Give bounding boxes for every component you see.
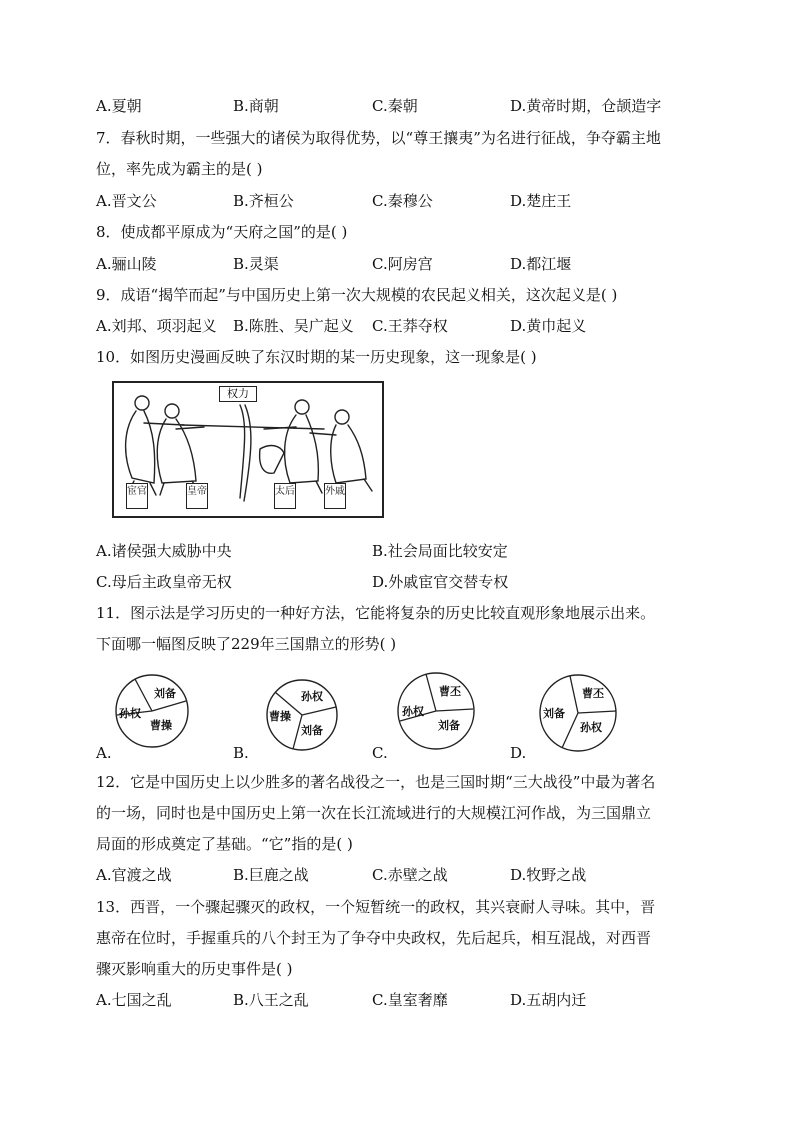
pie-b-label-1: 孙权 bbox=[301, 690, 323, 703]
power-sign: 权力 bbox=[219, 386, 257, 402]
pie-a-letter: A. bbox=[96, 744, 112, 762]
q7-option-c: C.秦穆公 bbox=[372, 192, 433, 210]
q8-option-c: C.阿房宫 bbox=[372, 255, 433, 273]
q12-option-c: C.赤壁之战 bbox=[372, 866, 448, 884]
q13-stem-line3: 骤灭影响重大的历史事件是( ) bbox=[96, 960, 293, 978]
q11-stem-line1: 11．图示法是学习历史的一种好方法，它能将复杂的历史比较直观形象地展示出来。 bbox=[96, 604, 656, 622]
tag-emperor: 皇帝 bbox=[186, 483, 208, 509]
q10-stem: 10．如图历史漫画反映了东汉时期的某一历史现象，这一现象是( ) bbox=[96, 348, 537, 366]
tag-consort-clan: 外戚 bbox=[324, 483, 346, 509]
q7-option-d: D.楚庄王 bbox=[510, 192, 572, 210]
q6-option-b: B.商朝 bbox=[233, 97, 279, 115]
pie-d-label-1: 曹丕 bbox=[582, 687, 604, 700]
pie-d-label-3: 孙权 bbox=[580, 721, 602, 734]
q10-option-b: B.社会局面比较安定 bbox=[372, 542, 508, 560]
pie-b-label-3: 刘备 bbox=[301, 724, 323, 737]
q10-option-d: D.外戚宦官交替专权 bbox=[372, 573, 509, 591]
q12-option-d: D.牧野之战 bbox=[510, 866, 587, 884]
q7-stem-line1: 7．春秋时期，一些强大的诸侯为取得优势，以“尊王攘夷”为名进行征战，争夺霸主地 bbox=[96, 129, 661, 147]
pie-c bbox=[396, 671, 476, 751]
q13-option-a: A.七国之乱 bbox=[96, 991, 172, 1009]
pie-c-label-2: 孙权 bbox=[402, 705, 424, 718]
tag-eunuch: 宦官 bbox=[126, 483, 148, 509]
pie-b-letter: B. bbox=[233, 744, 249, 762]
pie-c-label-3: 刘备 bbox=[438, 719, 460, 732]
pie-a-label-1: 刘备 bbox=[154, 687, 176, 700]
q9-stem: 9．成语“揭竿而起”与中国历史上第一次大规模的农民起义相关，这次起义是( ) bbox=[96, 286, 618, 304]
pie-a-label-2: 孙权 bbox=[119, 707, 141, 720]
q9-option-b: B.陈胜、吴广起义 bbox=[233, 317, 354, 335]
tag-empress-dowager: 太后 bbox=[274, 483, 296, 509]
q13-stem-line2: 惠帝在位时，手握重兵的八个封王为了争夺中央政权，先后起兵，相互混战，对西晋 bbox=[96, 929, 652, 947]
q7-option-b: B.齐桓公 bbox=[233, 192, 294, 210]
q12-stem-line1: 12．它是中国历史上以少胜多的著名战役之一，也是三国时期“三大战役”中最为著名 bbox=[96, 773, 656, 791]
q8-stem: 8．使成都平原成为“天府之国”的是( ) bbox=[96, 223, 348, 241]
pie-a bbox=[114, 673, 190, 749]
q6-option-c: C.秦朝 bbox=[372, 97, 418, 115]
q12-option-a: A.官渡之战 bbox=[96, 866, 172, 884]
pie-d-label-2: 刘备 bbox=[543, 707, 565, 720]
q11-stem-line2: 下面哪一幅图反映了229年三国鼎立的形势( ) bbox=[96, 635, 397, 653]
q6-option-a: A.夏朝 bbox=[96, 97, 142, 115]
q8-option-d: D.都江堰 bbox=[510, 255, 572, 273]
pie-c-label-1: 曹丕 bbox=[439, 685, 461, 698]
q13-option-d: D.五胡内迁 bbox=[510, 991, 587, 1009]
q8-option-a: A.骊山陵 bbox=[96, 255, 157, 273]
q12-stem-line3: 局面的形成奠定了基础。“它”指的是( ) bbox=[96, 835, 353, 853]
pie-d-letter: D. bbox=[510, 744, 527, 762]
q9-option-c: C.王莽夺权 bbox=[372, 317, 448, 335]
q8-option-b: B.灵渠 bbox=[233, 255, 279, 273]
q12-stem-line2: 的一场，同时也是中国历史上第一次在长江流域进行的大规模江河作战，为三国鼎立 bbox=[96, 804, 652, 822]
q10-cartoon-image bbox=[112, 381, 384, 518]
q9-option-a: A.刘邦、项羽起义 bbox=[96, 317, 217, 335]
pie-d bbox=[538, 673, 618, 753]
q7-stem-line2: 位，率先成为霸主的是( ) bbox=[96, 160, 263, 178]
q13-option-c: C.皇室奢靡 bbox=[372, 991, 448, 1009]
pie-c-letter: C. bbox=[372, 744, 388, 762]
q13-option-b: B.八王之乱 bbox=[233, 991, 309, 1009]
q10-option-a: A.诸侯强大威胁中央 bbox=[96, 542, 232, 560]
q10-option-c: C.母后主政皇帝无权 bbox=[96, 573, 232, 591]
q12-option-b: B.巨鹿之战 bbox=[233, 866, 309, 884]
q13-stem-line1: 13．西晋，一个骤起骤灭的政权，一个短暂统一的政权，其兴衰耐人寻味。其中，晋 bbox=[96, 898, 656, 916]
pie-b-label-2: 曹操 bbox=[269, 710, 291, 723]
q9-option-d: D.黄巾起义 bbox=[510, 317, 587, 335]
pie-a-label-3: 曹操 bbox=[150, 719, 172, 732]
q7-option-a: A.晋文公 bbox=[96, 192, 157, 210]
q6-option-d: D.黄帝时期，仓颉造字 bbox=[510, 97, 662, 115]
pie-b bbox=[265, 678, 339, 752]
